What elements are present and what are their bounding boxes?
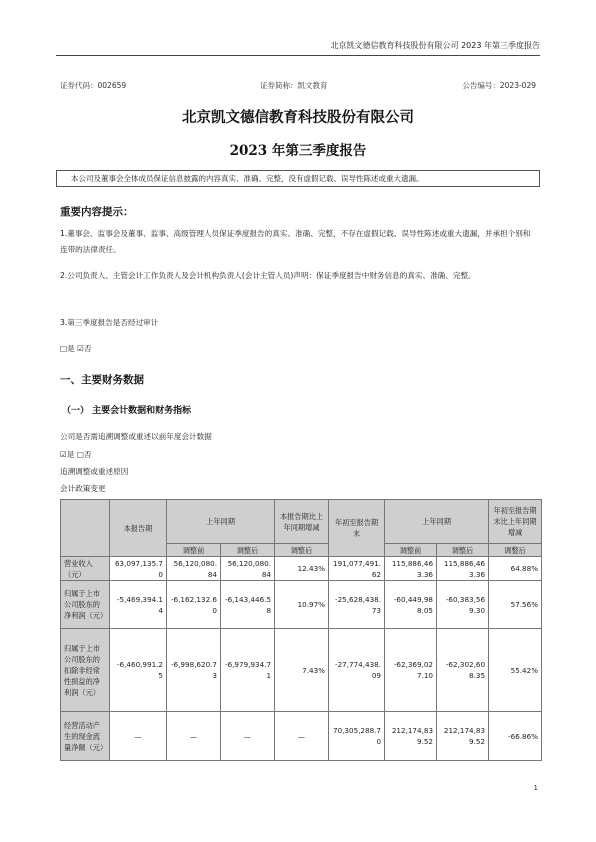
restate-reason-value: 会计政策变更 — [60, 484, 106, 493]
cell-prior-before: -6,998,620.73 — [167, 629, 221, 712]
cell-prior-before: 56,120,080.84 — [167, 557, 221, 581]
cell-prior-after: -6,979,934.71 — [221, 629, 275, 712]
header-chg-current: 本报告期比上年同期增减 — [275, 500, 329, 544]
cell-ytd: -25,628,438.73 — [329, 581, 385, 629]
cell-chg: 7.43% — [275, 629, 329, 712]
table-row — [61, 629, 542, 712]
cell-ytd-before: 115,886,463.36 — [385, 557, 437, 581]
cell-ytd: 191,077,491.62 — [329, 557, 385, 581]
cell-ytd-before: -62,369,027.10 — [385, 629, 437, 712]
header-current: 本报告期 — [110, 500, 167, 557]
cell-chg-ytd: 55.42% — [489, 629, 542, 712]
report-title: 2023 年第三季度报告 — [229, 143, 367, 159]
section-heading: 一、主要财务数据 — [60, 374, 144, 386]
cell-prior-before: — — [167, 712, 221, 761]
financial-table — [60, 499, 542, 761]
cell-chg: 12.43% — [275, 557, 329, 581]
key-notes-heading: 重要内容提示： — [60, 206, 134, 218]
cell-ytd-after: -62,302,608.35 — [437, 629, 489, 712]
table-row — [61, 557, 542, 581]
header-before-ytd: 调整前 — [385, 544, 437, 557]
cell-ytd: 70,305,288.70 — [329, 712, 385, 761]
key-note-1: 1.董事会、监事会及董事、监事、高级管理人员保证季度报告的真实、准确、完整，不存在虚假记载、误导性陈述或重大遗漏，并承担个别和连带的法律责任。 — [60, 229, 531, 254]
key-note-3: 3.第三季度报告是否经过审计 — [60, 318, 159, 327]
row-label: 营业收入（元） — [61, 557, 110, 581]
row-label: 归属于上市公司股东的扣除非经常性损益的净利润（元） — [61, 629, 110, 712]
restate-answer: ☑是 □否 — [60, 450, 92, 459]
restate-reason-label: 追溯调整或重述原因 — [60, 467, 129, 476]
key-note-2: 2.公司负责人、主管会计工作负责人及会计机构负责人(会计主管人员)声明：保证季度报告中财务信息的真实、准确、完整。 — [60, 271, 476, 280]
cell-prior-before: -6,162,132.60 — [167, 581, 221, 629]
cell-ytd-after: 115,886,463.36 — [437, 557, 489, 581]
cell-prior-after: -6,143,446.58 — [221, 581, 275, 629]
header-before: 调整前 — [167, 544, 221, 557]
header-after-chg-ytd: 调整后 — [489, 544, 542, 557]
cell-chg: 10.97% — [275, 581, 329, 629]
running-header: 北京凯文德信教育科技股份有限公司 2023 年第三季度报告 — [330, 41, 540, 50]
audit-checkbox-line: □是 ☑否 — [60, 344, 92, 353]
cell-current: -5,469,394.14 — [110, 581, 167, 629]
cell-prior-after: — — [221, 712, 275, 761]
header-prior-same: 上年同期 — [167, 500, 275, 544]
meta-row — [60, 80, 536, 94]
cell-ytd-after: -60,383,569.30 — [437, 581, 489, 629]
row-label: 经营活动产生的现金流量净额（元） — [61, 712, 110, 761]
cell-current: 63,097,135.70 — [110, 557, 167, 581]
header-after: 调整后 — [221, 544, 275, 557]
header-rule — [56, 55, 540, 56]
cell-chg: — — [275, 712, 329, 761]
company-title: 北京凯文德信教育科技股份有限公司 — [182, 109, 414, 126]
cell-current: -6,460,991.25 — [110, 629, 167, 712]
cell-ytd-after: 212,174,839.52 — [437, 712, 489, 761]
cell-ytd-before: -60,449,988.05 — [385, 581, 437, 629]
table-row — [61, 581, 542, 629]
cell-chg-ytd: 64.88% — [489, 557, 542, 581]
subsection-heading: （一） 主要会计数据和财务指标 — [62, 406, 192, 416]
page-number: 1 — [533, 784, 538, 792]
header-chg-ytd: 年初至报告期末比上年同期增减 — [489, 500, 542, 544]
header-after-ytd: 调整后 — [437, 544, 489, 557]
cell-ytd-before: 212,174,839.52 — [385, 712, 437, 761]
row-label: 归属于上市公司股东的净利润（元） — [61, 581, 110, 629]
cell-prior-after: 56,120,080.84 — [221, 557, 275, 581]
restate-question: 公司是否需追溯调整或重述以前年度会计数据 — [60, 432, 212, 441]
disclaimer-box: 本公司及董事会全体成员保证信息披露的内容真实、准确、完整，没有虚假记载、误导性陈述或重大遗漏。 — [56, 170, 540, 187]
security-abbr: 证券简称：凯文教育 — [260, 81, 328, 90]
notice-number: 公告编号：2023-029 — [462, 81, 536, 90]
security-code: 证券代码：002659 — [60, 81, 127, 90]
header-prior-same-ytd: 上年同期 — [385, 500, 489, 544]
table-row — [61, 712, 542, 761]
cell-chg-ytd: 57.56% — [489, 581, 542, 629]
cell-ytd: -27,774,438.09 — [329, 629, 385, 712]
cell-current: — — [110, 712, 167, 761]
header-ytd: 年初至报告期末 — [329, 500, 385, 557]
header-blank — [61, 500, 110, 557]
header-after-chg: 调整后 — [275, 544, 329, 557]
cell-chg-ytd: -66.86% — [489, 712, 542, 761]
